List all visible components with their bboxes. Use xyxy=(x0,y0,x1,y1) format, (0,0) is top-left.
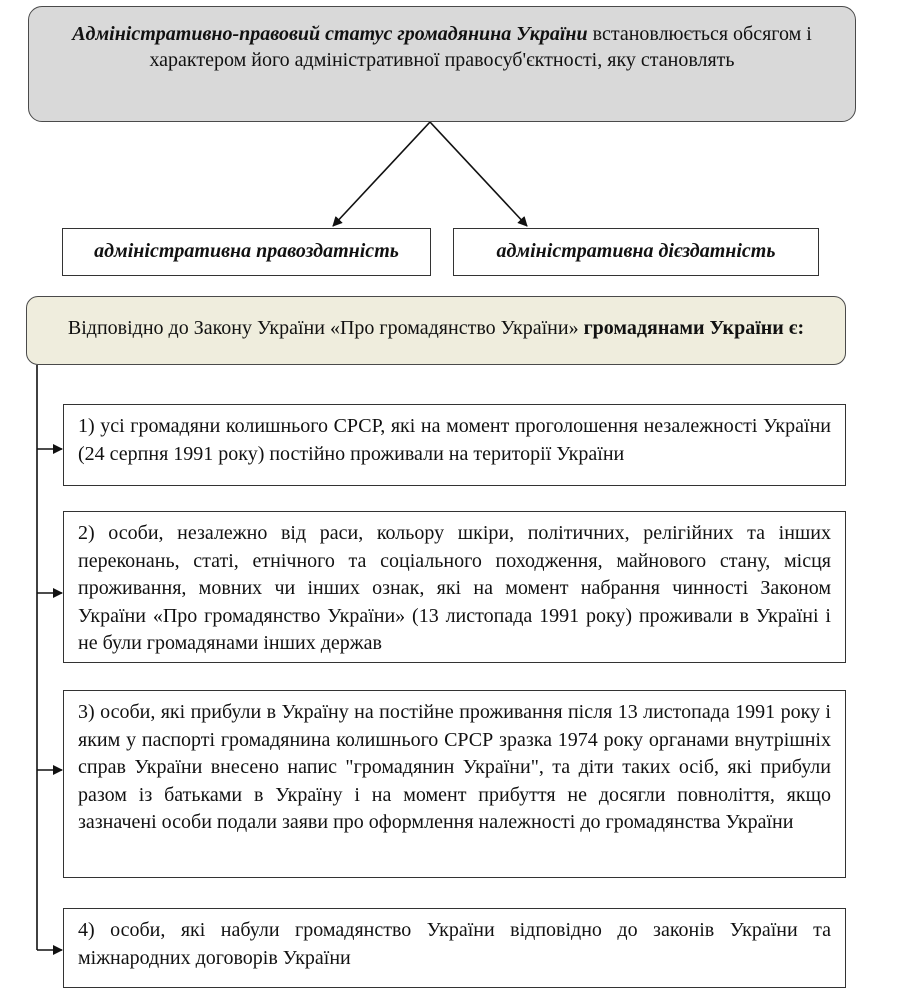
status-definition-box xyxy=(28,6,856,122)
citizens-header-text: Відповідно до Закону України «Про громадянство України» xyxy=(67,317,584,339)
legal-competence-box xyxy=(453,228,819,276)
arrow-to-legal-competence xyxy=(430,122,527,226)
citizen-item-4-text: 4) особи, які набули громадянство України відповідно до законів України та міжнародних договорів України xyxy=(78,919,831,969)
status-definition-text: встановлюється обсягом і характером його адміністративної правосуб'єктності, яку становлять xyxy=(149,23,812,71)
arrow-to-legal-capacity xyxy=(333,122,430,226)
legal-capacity-box xyxy=(62,228,431,276)
citizen-item-1 xyxy=(63,404,846,486)
citizen-item-3 xyxy=(63,690,846,878)
citizens-header-bold: громадянами України є: xyxy=(583,317,805,339)
citizens-header-box xyxy=(26,296,846,365)
citizen-item-4 xyxy=(63,908,846,988)
citizen-item-1-text: 1) усі громадяни колишнього СРСР, які на момент проголошення незалежності України (24 серпня 1991 року) постійно проживали на території України xyxy=(78,415,831,465)
status-definition-bold: Адміністративно-правовий статус громадянина України xyxy=(72,23,588,45)
citizen-item-2-text: 2) особи, незалежно від раси, кольору шкіри, політичних, релігійних та інших переконань, статі, етнічного та соціального походження, майнового стану, місця проживання, мовних чи інших ознак, які на момент набрання чинності Законом України «Про громадянство України» (13 листопада 1991 року) проживали в Україні і не були громадянами інших держав xyxy=(78,522,831,655)
legal-competence-label: адміністративна дієздатність xyxy=(496,240,776,262)
citizen-item-3-text: 3) особи, які прибули в Україну на постійне проживання після 13 листопада 1991 року і яким у паспорті громадянина колишнього СРСР зразка 1974 року органами внутрішніх справ України внесено напис "громадянин України", та діти таких осіб, які прибули разом із батьками в Україну і на момент прибуття не досягли повноліття, якщо зазначені особи подали заяви про оформлення належності до громадянства України xyxy=(78,701,831,834)
legal-capacity-label: адміністративна правоздатність xyxy=(94,240,399,262)
citizen-item-2 xyxy=(63,511,846,663)
